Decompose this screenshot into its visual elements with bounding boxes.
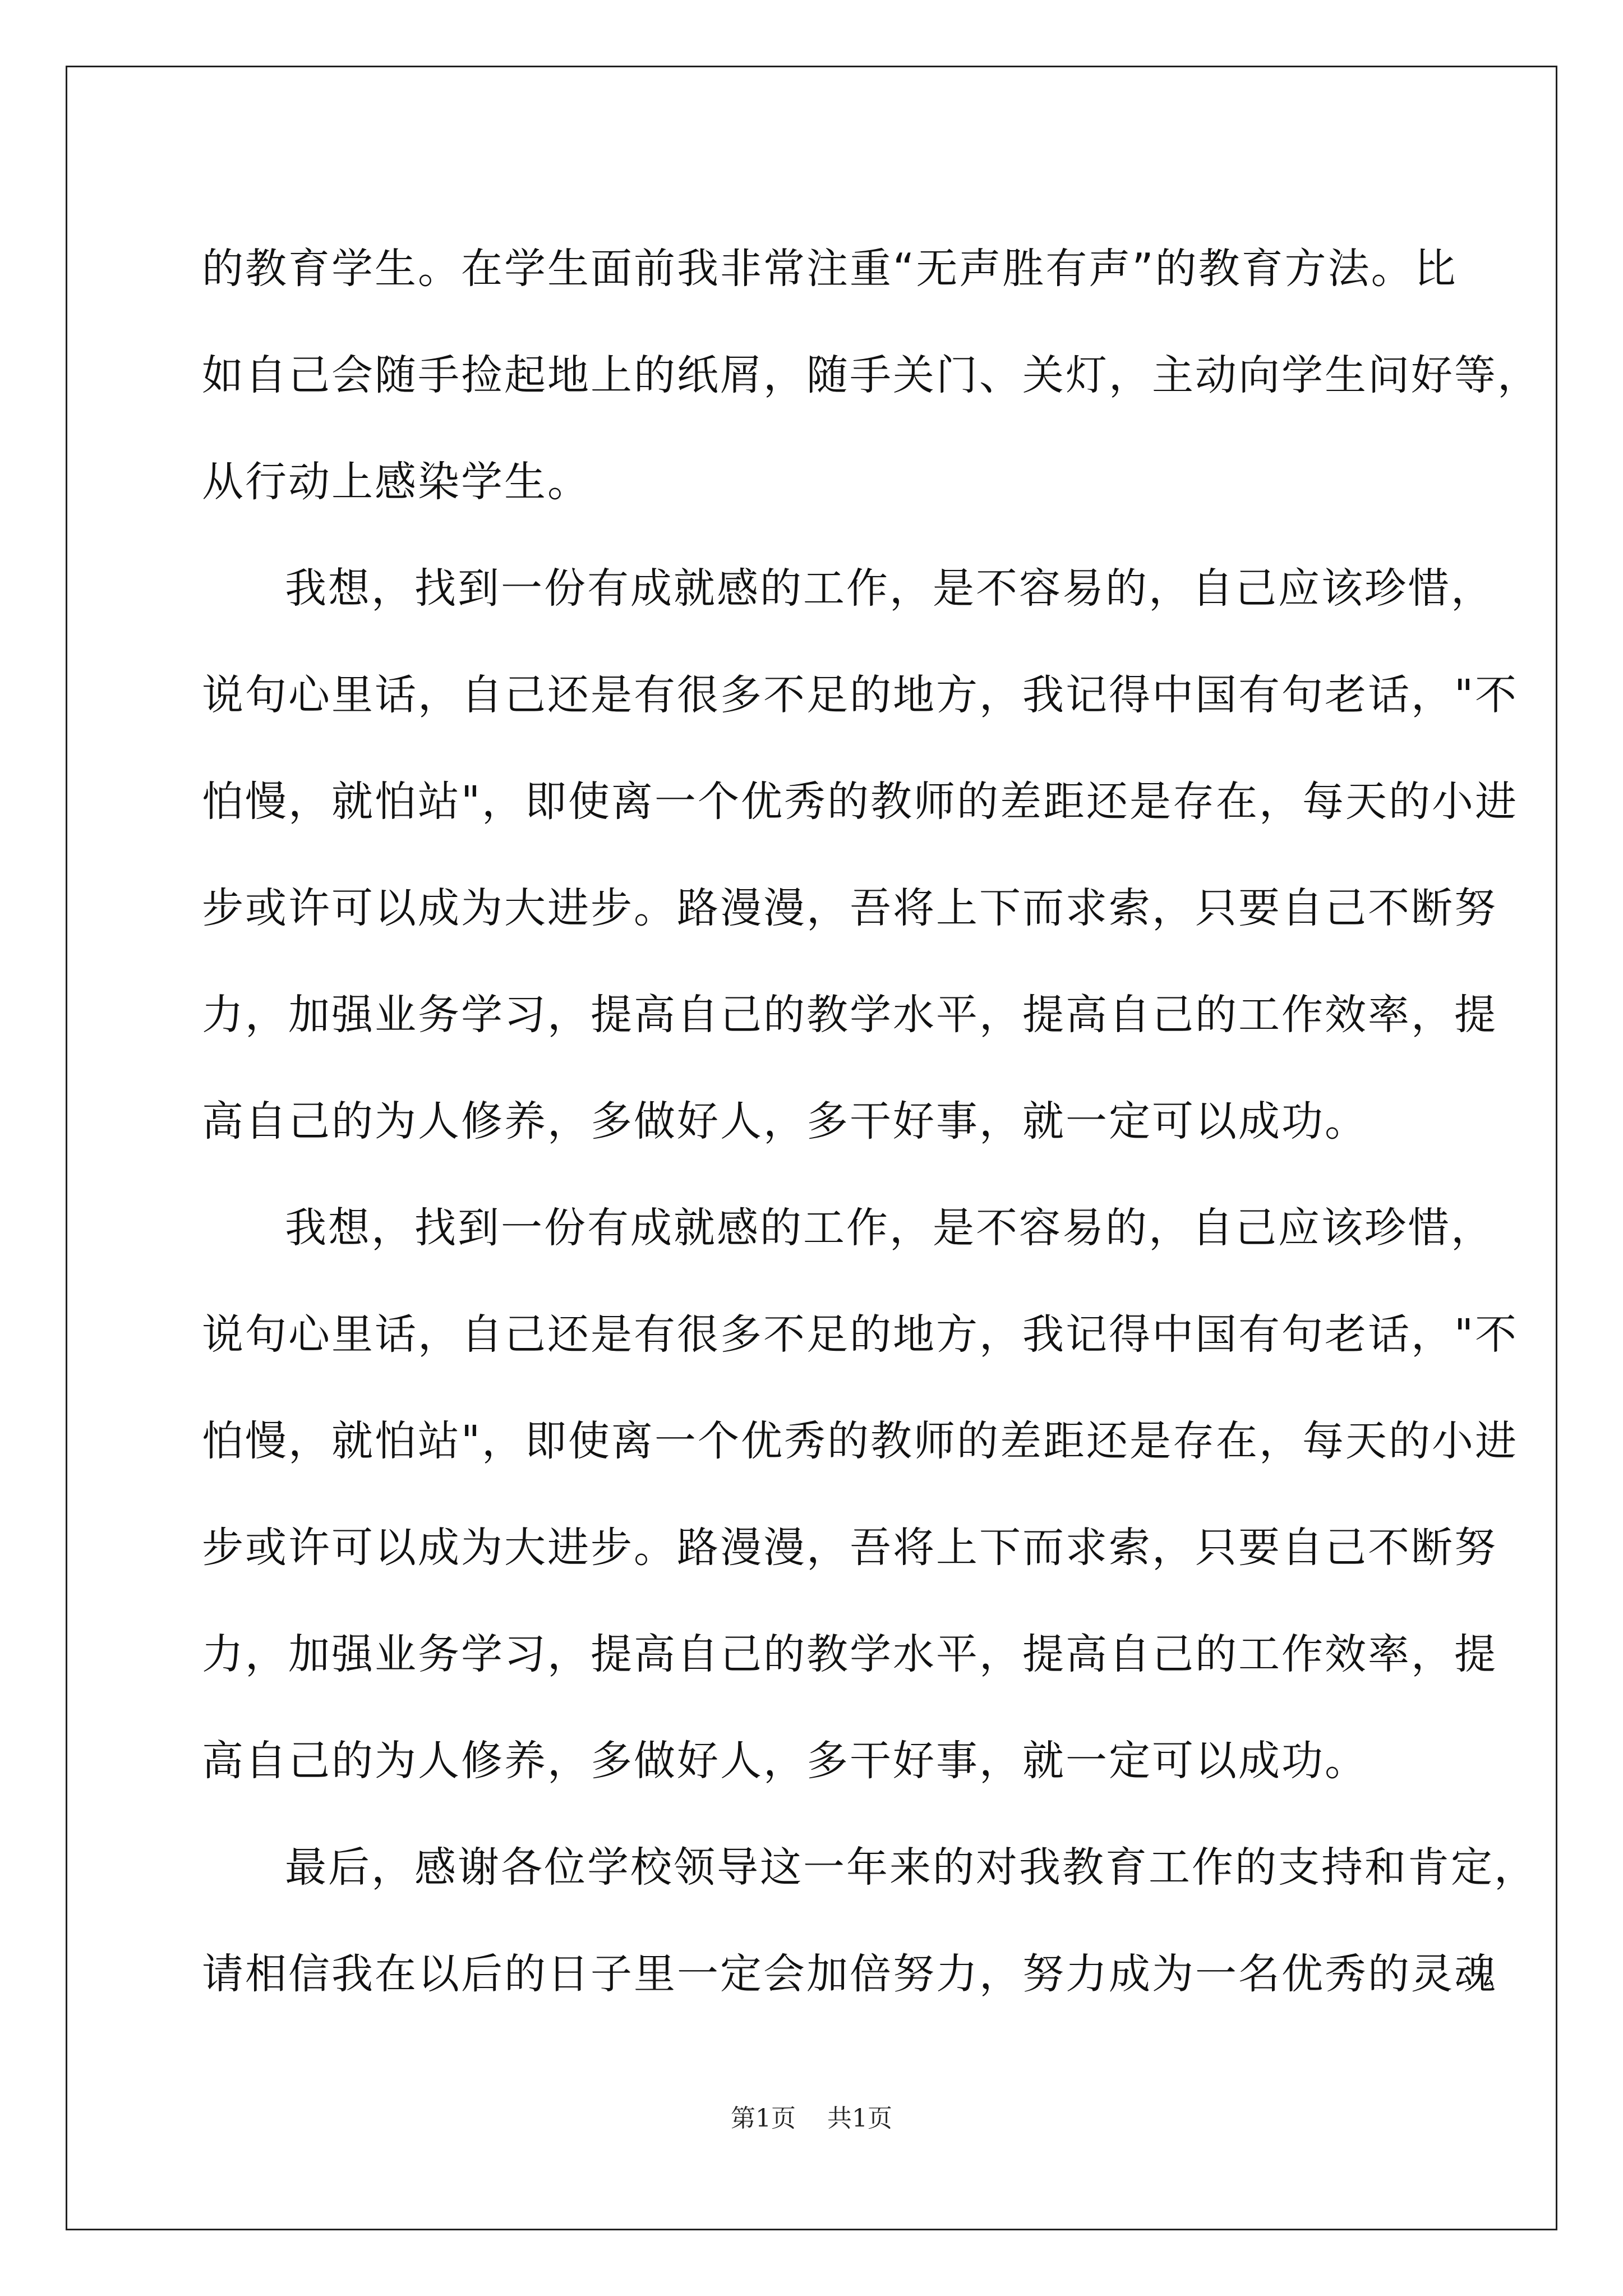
text-line: 的教育学生。在学生面前我非常注重“无声胜有声”的教育方法。比 bbox=[202, 245, 1458, 293]
text-line: 说句心里话，自己还是有很多不足的地方，我记得中国有句老话，"不 bbox=[202, 1310, 1519, 1359]
text-line: 力，加强业务学习，提高自己的教学水平，提高自己的工作效率，提 bbox=[202, 991, 1497, 1039]
text-line: 步或许可以成为大进步。路漫漫，吾将上下而求索，只要自己不断努 bbox=[202, 884, 1497, 932]
text-line: 高自己的为人修养，多做好人，多干好事，就一定可以成功。 bbox=[202, 1097, 1368, 1145]
text-line: 请相信我在以后的日子里一定会加倍努力，努力成为一名优秀的灵魂 bbox=[202, 1950, 1497, 1998]
text-line: 说句心里话，自己还是有很多不足的地方，我记得中国有句老话，"不 bbox=[202, 671, 1519, 719]
text-line: 步或许可以成为大进步。路漫漫，吾将上下而求索，只要自己不断努 bbox=[202, 1524, 1497, 1572]
paragraph-first-line: 最后，感谢各位学校领导这一年来的对我教育工作的支持和肯定， bbox=[285, 1843, 1537, 1892]
document-body bbox=[202, 215, 1541, 2027]
page-number: 第1页 bbox=[731, 2104, 796, 2133]
page-footer bbox=[0, 2098, 1623, 2134]
text-line: 从行动上感染学生。 bbox=[202, 458, 591, 506]
paragraph-first-line: 我想，找到一份有成就感的工作，是不容易的，自己应该珍惜， bbox=[285, 1204, 1494, 1252]
text-line: 如自己会随手捡起地上的纸屑，随手关门、关灯，主动向学生问好等， bbox=[202, 351, 1541, 399]
paragraph-first-line: 我想，找到一份有成就感的工作，是不容易的，自己应该珍惜， bbox=[285, 564, 1494, 613]
text-line: 怕慢，就怕站"，即使离一个优秀的教师的差距还是存在，每天的小进 bbox=[202, 1417, 1519, 1465]
text-line: 力，加强业务学习，提高自己的教学水平，提高自己的工作效率，提 bbox=[202, 1630, 1497, 1678]
text-line: 怕慢，就怕站"，即使离一个优秀的教师的差距还是存在，每天的小进 bbox=[202, 777, 1519, 826]
text-line: 高自己的为人修养，多做好人，多干好事，就一定可以成功。 bbox=[202, 1737, 1368, 1785]
page-total: 共1页 bbox=[827, 2104, 892, 2133]
